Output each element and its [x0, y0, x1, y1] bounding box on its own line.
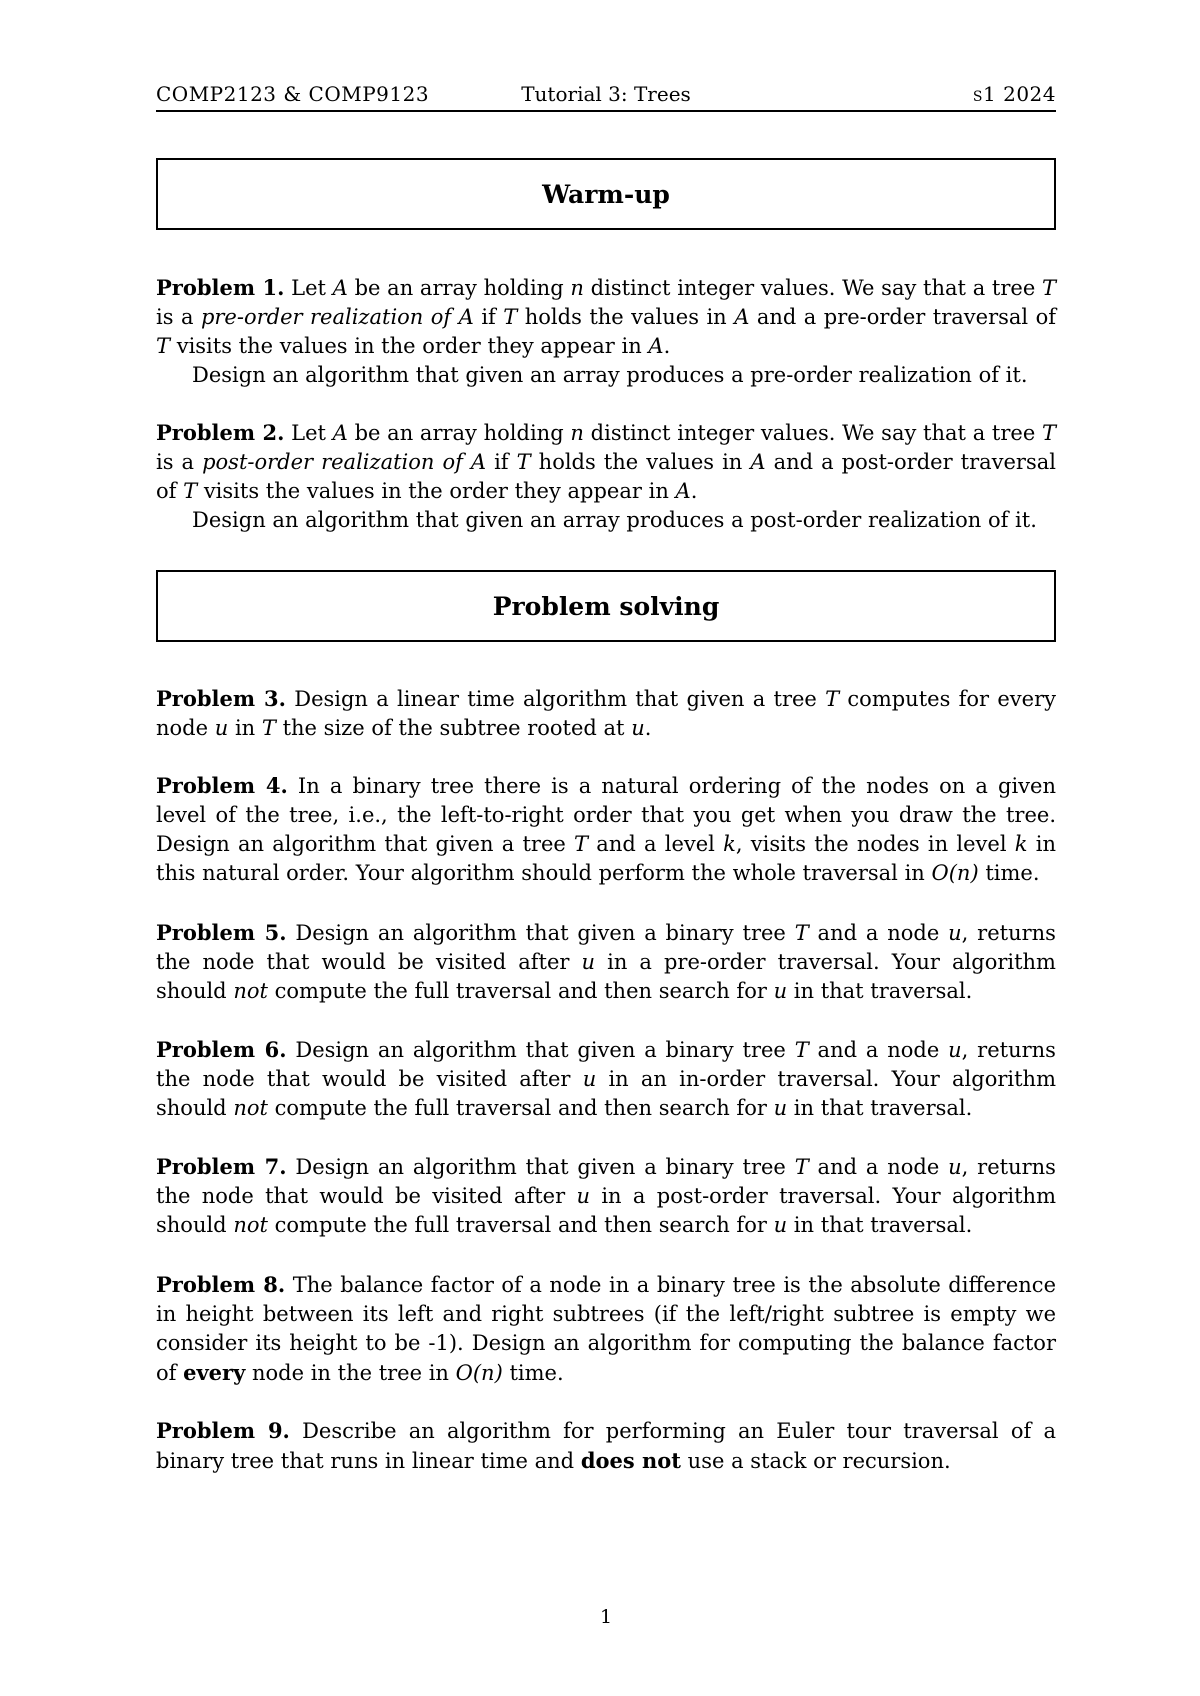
problem-statement: Problem 1. Let A be an array holding n distinct integer values. We say that a tree T is a pre-order realization of A if T holds the values in A and a pre-order traversal of T visits the values in the order they appear in A. [156, 275, 1057, 358]
problem-statement: Problem 3. Design a linear time algorithm that given a tree T computes for every node u in T the size of the subtree rooted at u. [156, 686, 1056, 740]
problem-statement: Problem 8. The balance factor of a node in a binary tree is the absolute difference in height between its left and right subtrees (if the left/right subtree is empty we consider its height to be -1). Design an algorithm for computing the balance factor of every node in the tree in O(n) time. [156, 1272, 1056, 1385]
problem-3 [156, 684, 1056, 743]
section-heading-problem-solving [156, 570, 1056, 642]
problem-statement: Problem 6. Design an algorithm that given a binary tree T and a node u, returns the node that would be visited after u in an in-order traversal. Your algorithm should not compute the full traversal and then search for u in that traversal. [156, 1037, 1056, 1120]
problem-task: Design an algorithm that given an array produces a pre-order realization of it. [192, 363, 1028, 387]
problem-5 [156, 918, 1056, 1006]
problem-statement: Problem 4. In a binary tree there is a natural ordering of the nodes on a given level of the tree, i.e., the left-to-right order that you get when you draw the tree. Design an algorithm that given a tree T and a level k, visits the nodes in level k in this natural order. Your algorithm should perform the whole traversal in O(n) time. [156, 773, 1056, 885]
problem-statement: Problem 9. Describe an algorithm for performing an Euler tour traversal of a binary tree that runs in linear time and does not use a stack or recursion. [156, 1418, 1056, 1473]
problem-8 [156, 1270, 1056, 1388]
semester: s1 2024 [972, 82, 1056, 106]
problem-task: Design an algorithm that given an array produces a post-order realization of it. [192, 508, 1037, 532]
problem-statement: Problem 5. Design an algorithm that given a binary tree T and a node u, returns the node that would be visited after u in a pre-order traversal. Your algorithm should not compute the full traversal and then search for u in that traversal. [156, 920, 1056, 1003]
page-number: 1 [599, 1606, 613, 1628]
problem-6 [156, 1035, 1056, 1123]
problem-4 [156, 771, 1056, 888]
problem-7 [156, 1152, 1056, 1240]
section-title: Problem solving [492, 591, 720, 621]
problem-statement: Problem 7. Design an algorithm that given a binary tree T and a node u, returns the node that would be visited after u in a post-order traversal. Your algorithm should not compute the full traversal and then search for u in that traversal. [156, 1154, 1056, 1237]
section-title: Warm-up [542, 179, 670, 209]
problem-2 [156, 418, 1056, 535]
course-code: COMP2123 & COMP9123 [156, 82, 430, 106]
section-heading-warmup [156, 158, 1056, 230]
problem-9 [156, 1416, 1056, 1476]
problem-1 [156, 273, 1056, 390]
tutorial-title: Tutorial 3: Trees [521, 82, 691, 106]
problem-statement: Problem 2. Let A be an array holding n distinct integer values. We say that a tree T is a post-order realization of A if T holds the values in A and a post-order traversal of T visits the values in the order they appear in A. [156, 420, 1057, 503]
running-header [156, 78, 1056, 112]
